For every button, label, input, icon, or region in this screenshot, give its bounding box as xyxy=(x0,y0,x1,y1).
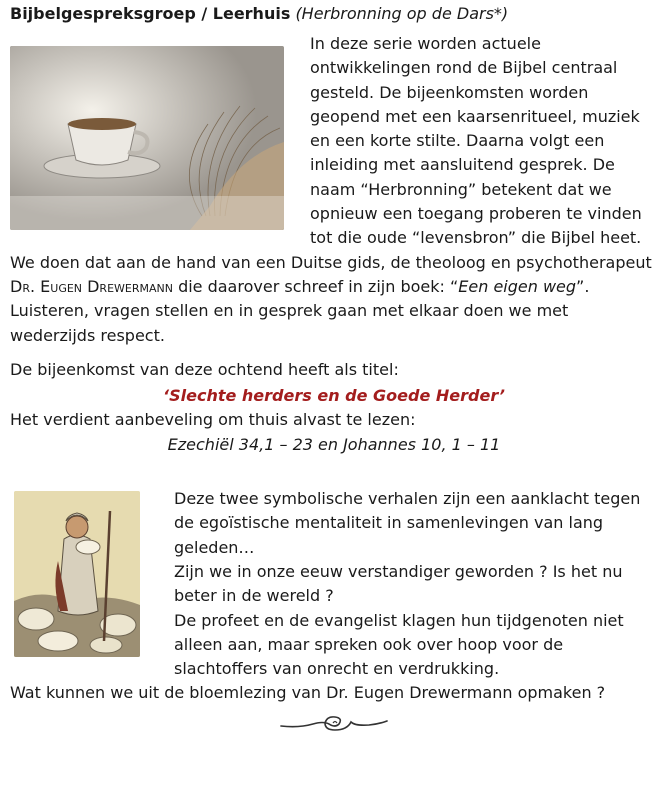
intro-text-2: die daarover schreef in zijn boek: “ xyxy=(178,276,459,296)
heading-title: Bijbelgespreksgroep / Leerhuis xyxy=(10,4,291,23)
tea-and-book-photo xyxy=(10,46,284,230)
second-para-1: Deze twee symbolische verhalen zijn een aanklacht tegen de egoïstische mentaliteit in samenlevingen van lang geleden… xyxy=(174,489,641,557)
second-para-4: Wat kunnen we uit de bloemlezing van Dr. Eugen Drewermann opmaken ? xyxy=(10,683,606,703)
tea-and-book-illustration xyxy=(10,46,284,230)
author-name: Eugen Drewermann xyxy=(40,276,173,296)
meeting-title: ‘Slechte herders en de Goede Herder’ xyxy=(163,386,505,406)
author-prefix: Dr. xyxy=(10,276,36,296)
reading-reference: Ezechiël 34,1 – 23 en Johannes 10, 1 – 11 xyxy=(167,434,501,454)
swirl-ornament-icon xyxy=(279,712,389,734)
page-content xyxy=(10,2,658,734)
reading-intro: Het verdient aanbeveling om thuis alvast te lezen: xyxy=(10,410,416,430)
shepherd-drawing xyxy=(14,491,140,657)
book-title: Een eigen weg xyxy=(458,276,577,296)
intro-text-3: ”. Luisteren, vragen stellen en in gesprek gaan met elkaar doen we met wederzijds respect. xyxy=(10,276,590,345)
heading-subtitle: (Herbronning op de Dars*) xyxy=(295,4,509,23)
second-para-3: De profeet en de evangelist klagen hun tijdgenoten niet alleen aan, maar spreken ook over hoop voor de slachtoffers van onrecht en verdrukking. xyxy=(174,610,624,679)
second-para-2: Zijn we in onze eeuw verstandiger geworden ? Is het nu beter in de wereld ? xyxy=(174,561,623,606)
intro-text-1: In deze serie worden actuele ontwikkelingen rond de Bijbel centraal gesteld. De bijeenkomsten worden geopend met een kaarsenritueel, muziek en een korte stilte. Daarna volgt een inleiding met aansluitend gesprek. De naam “Herbronning” betekent dat we opnieuw een toegang proberen te vinden tot die oude “levensbron” die Bijbel heet. We doen dat aan de hand van een Duitse gids, de theoloog en psychotherapeut xyxy=(10,34,652,272)
meeting-intro: De bijeenkomst van deze ochtend heeft als titel: xyxy=(10,359,399,379)
shepherd-illustration xyxy=(14,491,140,657)
page-heading xyxy=(10,2,658,26)
